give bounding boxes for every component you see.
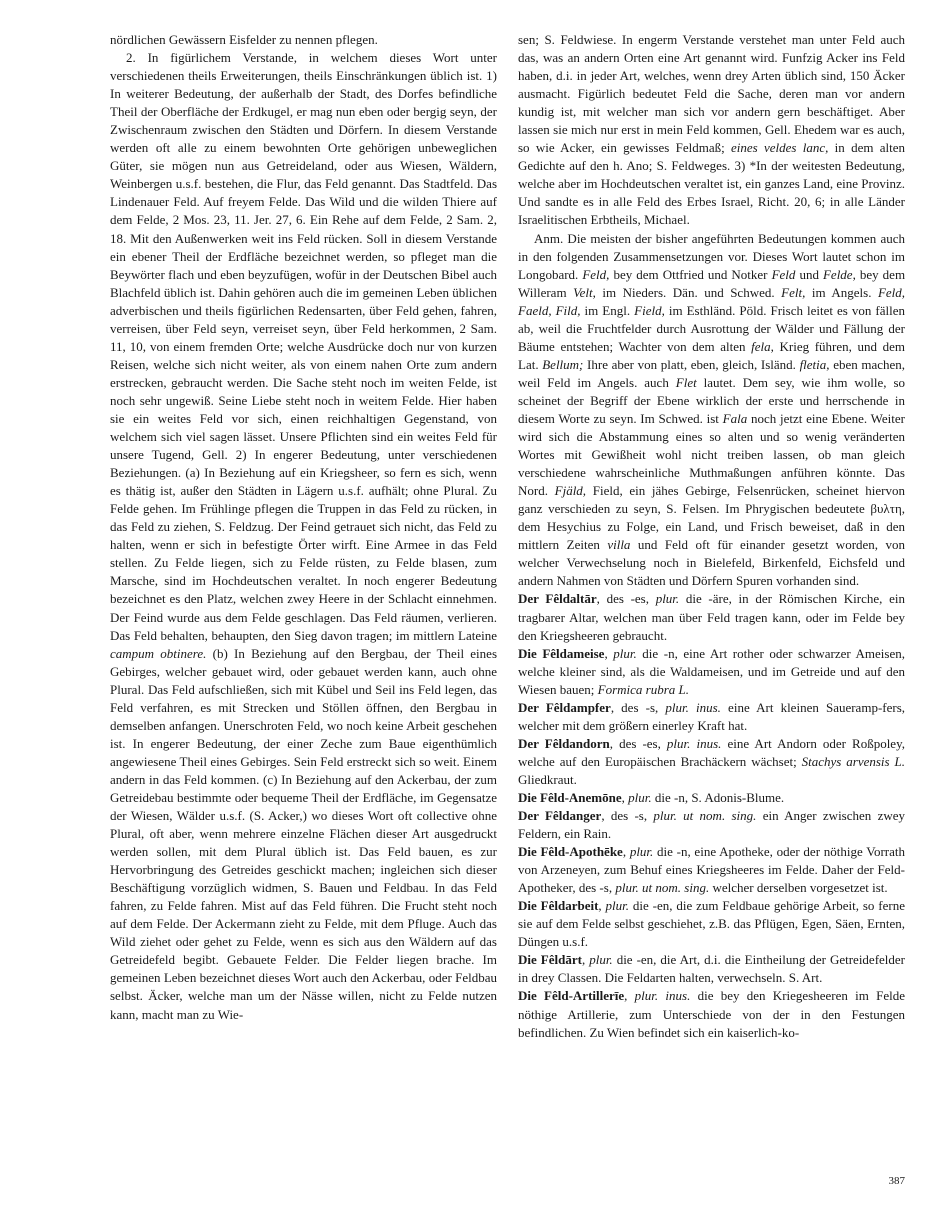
dictionary-entry [518,735,905,789]
page-number: 387 [888,1175,905,1187]
entry-italic: plur. [589,952,613,968]
entry-text: die -en, die zum Feldbaue gehörige Arbeit, so ferne sie auf dem Felde selbst geschiehet, z.B. das Pflügen, Egen, Säen, Ernten, Düngen u.s.f. [518,898,905,950]
entry-italic: Formica rubra L. [597,681,689,697]
entry-text: welcher derselben vorgesetzet ist. [709,880,888,896]
entry-text: , [604,645,614,661]
dictionary-entry [518,951,905,987]
entry-text: , des -es, [596,591,656,607]
entry-text: , [598,898,606,914]
entry-text: , des -es, [609,735,667,751]
entry-italic: plur. ut nom. sing. [653,808,757,824]
entry-text: , des -s, [601,808,654,824]
entry-headword: Der Fêldampfer [518,699,611,715]
entry-text: die -n, eine Art rother oder schwarzer Ameisen, welche kleiner sind, als die Waldameisen, und im Getreide und auf den Wiesen bauen; [518,645,906,697]
dictionary-entry [518,645,905,699]
entry-headword: Die Fêld-Anemōne [518,789,622,805]
entry-headword: Die Fêld-Apothēke [518,844,623,860]
entry-text: , des -s, [610,699,666,715]
entry-italic: plur. inus. [666,735,722,751]
paragraph: 2. In figürlichem Verstande, in welchem dieses Wort unter verschiedenen theils Erweiterungen, theils Einschränkungen üblich ist. 1) In weiterer Bedeutung, der außerhalb der Stadt, des Dorfes befindliche Theil der Oberfläche der Erdkugel, er mag nun eben oder bergig seyn, der Zwischenraum zwischen den Städten und Dörfern. In diesem Verstande werden oft alle zu einem bewohnten Orte gehörigen unbeweglichen Güter, sie mögen nun aus Getreideland, oder aus Wiesen, Wäldern, Weinbergen u.s.f. bestehen, die Flur, das Feld genannt. Das Stadtfeld. Das Lindenauer Feld. Auf freyem Felde. Das Wild und die wilden Thiere auf dem Felde, 2 Mos. 23, 11. Jer. 27, 6. Ein Rehe auf dem Felde, 2 Sam. 2, 18. Mit den Außenwerken weit ins Feld rücken. Soll in diesem Verstande ein ebener Theil der Erdfläche bezeichnet werden, so pfleget man die Beywörter flach und eben beyzufügen, wofür in der Deutschen Bibel auch Blachfeld üblich ist. Dahin gehören auch die im gemeinen Leben üblichen adverbischen und theils figürlichen Redensarten, über Feld gehen, fahren, verreisen, über Feld seyn, verreiset seyn, über Feld herkommen, 2 Sam. 11, 10, von einem fremden Orte; welche Ausdrücke doch nur von kurzen Reisen, welche sich nicht weiter, als von einem nahen Orte zum andern erstrecken, gebraucht werden. Die Sache steht noch im weiten Felde, ist noch sehr ungewiß. Seine Liebe steht noch in weitem Felde. Hier haben sie ein weites Feld vor sich, einen reichhaltigen Gegenstand, von welchem sich viel sagen lässet. Unsere Pflichten sind ein weites Feld für unsere Tugend, Gell. 2) In engerer Bedeutung, unter verschiedenen Beziehungen. (a) In Beziehung auf ein Kriegsheer, so fern es sich, wenn es thätig ist, außer den Städten in Lägern u.s.f. aufhält; ohne Plural. Zu Felde gehen. Im Frühlinge pflegen die Truppen in das Feld zu rücken, in das Feld zu ziehen, S. Feldzug. Der Feind getrauet sich nicht, das Feld zu halten, wenn er sich in befestigte Örter wirft. Eine Armee in das Feld stellen. Zu Felde liegen, sich zu Felde rüsten, zu Felde blasen, zum Marsche, sind im Hochdeutschen veraltet. In noch engerer Bedeutung bezeichnet es den Platz, welchen zwey Heere in der Schlacht einnehmen. Der Feind wurde aus dem Felde geschlagen. Das Feld räumen, verlieren. Das Feld behalten, behaupten, den Sieg davon tragen; im mittlern Lateine campum obtinere. (b) In Beziehung auf den Bergbau, der Theil eines Gebirges, welcher gebauet wird, oder gebauet werden kann, auch ohne Plural. Das Feld aufschließen, sich mit Kübel und Seil ins Feld legen, das Feld verfahren, es mit Strecken und Stöllen öffnen, den Bergbau in demselben anfangen. Unerschroten Feld, wo noch keine Arbeit geschehen ist. In engerer Bedeutung, der einer Zeche zum Baue eigenthümlich angewiesene Theil eines Gebirges. Sein Feld erstreckt sich so weit. Einem andern in das Feld kommen. (c) In Beziehung auf den Ackerbau, der zum Getreidebau bestimmte oder bequeme Theil der Erdfläche, im Gegensatze der Wiesen, Wälder u.s.f. (S. Acker,) wo dieses Wort oft collective ohne Plural, oft aber, wenn mehrere einzelne Flächen dieser Art ausgedruckt werden sollen, mit dem Plural üblich ist. Das Feld bauen, es zur Hervorbringung des Getreides geschickt machen; ingleichen sich dieser Beschäftigung vorzüglich widmen, S. Bauen und Feldbau. In das Feld fahren, zu Felde fahren. Mist auf das Feld führen. Die Frucht steht noch auf dem Felde. Der Ackermann zieht zu Felde, mit dem Pfluge. Auch das Wild ziehet oder gehet zu Felde, wenn es sich aus den Wäldern auf das Getreidefeld begibt. Gebauete Felder. Die Felder liegen brache. Im gemeinen Leben bezeichnet dieses Wort auch den Ackerbau, oder Feldbau selbst. Äcker, welche man um der Nässe willen, nicht zu Felde nutzen kann, macht man zu Wie- [110,50,497,1022]
entry-italic: plur. [629,844,654,860]
entry-italic: plur. [655,591,680,607]
entry-text: die bey den Kriegesheeren im Felde nöthige Artillerie, zum Unterschiede von der in den Festungen befindlichen. Zu Wien befindet sich ein kaiserlich-ko- [518,988,905,1040]
entry-text: eine Art kleinen Saueramp-fers, welcher mit dem größern einerley Kraft hat. [518,699,906,733]
entry-text: Gliedkraut. [518,771,577,787]
entry-headword: Die Fêldarbeit [518,898,599,914]
entry-italic: plur. ut nom. sing. [615,880,710,896]
right-column [518,31,905,1042]
entry-text: die -n, S. Adonis-Blume. [651,789,785,805]
entry-text: , [622,844,630,860]
dictionary-entries [518,590,905,1041]
entry-headword: Der Fêldaltār [518,591,597,607]
dictionary-entry [518,897,905,951]
entry-italic: plur. inus. [634,988,691,1004]
entry-text: eine Art Andorn oder Roßpoley, welche auf den Europäischen Brachäckern wächset; [518,735,905,769]
dictionary-entry [518,789,905,807]
entry-italic: plur. inus. [665,699,721,715]
dictionary-entry [518,843,905,897]
entry-italic: plur. [613,645,637,661]
entry-headword: Die Fêldārt [518,952,582,968]
entry-text: , [581,952,590,968]
dictionary-entry [518,807,905,843]
dictionary-entry [518,987,905,1041]
paragraph: sen; S. Feldwiese. In engerm Verstande verstehet man unter Feld auch das, was an andern Orten eine Art genannt wird. Funfzig Acker ins Feld haben, d.i. in jeder Art, welches, wenn drey Arten üblich sind, 150 Äcker ausmacht. Figürlich bedeutet Feld die Sache, deren man vor andern kundig ist, mit welcher man sich vor andern gern beschäftiget. Aber lassen sie mich nur erst in mein Feld kommen, Gell. Ehedem war es auch, so wie Acker, ein gewisses Feldmaß; eines veldes lanc, in dem alten Gedichte auf den h. Ano; S. Feldweges. 3) *In der weitesten Bedeutung, welche aber im Hochdeutschen veraltet ist, ein ganzes Land, eine Provinz. Und sandte es in alle Feld des Erbes Israel, Richt. 20, 6; in alle Länder Israelitischen Erbtheils, Michael. [518,32,905,228]
entry-headword: Der Fêldanger [518,808,602,824]
annotation-paragraph: Anm. Die meisten der bisher angeführten Bedeutungen kommen auch in den folgenden Zusammensetzungen vor. Dieses Wort lautet schon im Longobard. Feld, bey dem Ottfried und Notker Feld und Felde, bey dem Willeram Velt, im Nieders. Dän. und Schwed. Felt, im Angels. Feld, Faeld, Fild, im Engl. Field, im Esthländ. Pöld. Frisch leitet es von fällen ab, weil die Fruchtfelder durch Ausrottung der Wälder und Fällung der Bäume entstehen; Wachter von dem alten fela, Krieg führen, und dem Lat. Bellum; Ihre aber von platt, eben, gleich, Isländ. fletia, eben machen, weil Feld im Angels. auch Flet lautet. Dem sey, wie ihm wolle, so scheinet der Begriff der Ebene wirklich der erste und herrschende in diesem Worte zu seyn. Im Schwed. ist Fala noch jetzt eine Ebene. Weiter wird sich die Abstammung eines so alten und so wenig veränderten Wortes mit Gewißheit wohl nicht treiben lassen, ob man gleich verschiedene wahrscheinliche Muthmaßungen anführen könnte. Das Nord. Fjäld, Field, ein jähes Gebirge, Felsenrücken, scheinet hiervon ganz verschieden zu seyn, S. Felsen. Im Phrygischen bedeutete βυλτη, dem Hesychius zu Folge, ein Land, und Frisch beweiset, daß in den mittlern Zeiten villa und Feld oft für einander gesetzt worden, von welcher Verwechselung noch in Bielefeld, Birkenfeld, Eichsfeld und andern Nahmen von Städten und Dörfern Spuren vorhanden sind. [518,230,906,589]
dictionary-entry [518,699,905,735]
entry-text: , [624,988,635,1004]
entry-headword: Die Fêldameise [518,645,605,661]
entry-text: die -en, die Art, d.i. die Eintheilung der Getreidefelder in drey Classen. Die Feldarten halten, verwechseln. S. Art. [518,952,906,986]
entry-text: ein Anger zwischen zwey Feldern, ein Rain. [518,808,905,842]
entry-italic: plur. [605,898,630,914]
entry-text: die -n, eine Apotheke, oder der nöthige Vorrath von Arzeneyen, zum Behuf eines Kriegsheeres im Felde. Daher der Feld-Apotheker, des -s, [518,844,905,896]
entry-headword: Der Fêldandorn [518,735,610,751]
entry-text: die -äre, in der Römischen Kirche, ein tragbarer Altar, welchen man über Feld tragen kann, oder im Felde bey den Kriegsheeren gebraucht. [518,591,905,643]
entry-italic: plur. [628,789,652,805]
left-column [110,31,497,1024]
entry-italic: Stachys arvensis L. [801,753,905,769]
paragraph: nördlichen Gewässern Eisfelder zu nennen pflegen. [110,32,378,47]
entry-headword: Die Fêld-Artillerīe [518,988,625,1004]
entry-text: , [621,789,629,805]
dictionary-entry [518,590,905,644]
